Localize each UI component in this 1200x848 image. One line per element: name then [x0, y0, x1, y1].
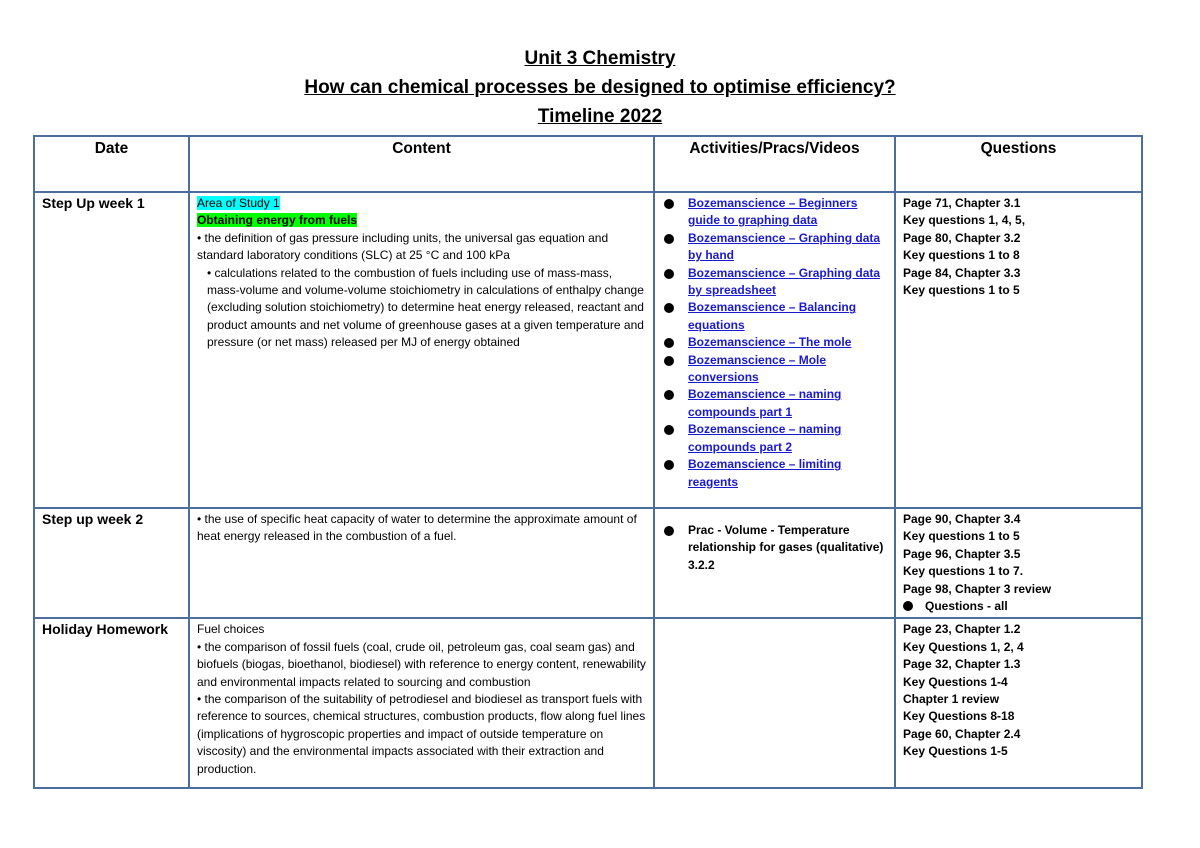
content-point: • calculations related to the combustion of fuels including use of mass-mass, mass-volume and volume-volume stoichiometry in calculations of enthalpy change (excluding solution stoichiometry) to determine heat energy released, reactant and product amounts and net volume of greenhouse gases at a given temperature and pressure (or net mass) released per MJ of energy obtained [207, 265, 644, 350]
area-of-study-label: Area of Study 1 [197, 196, 280, 210]
question-line: Key questions 1 to 7. [903, 564, 1024, 579]
row-date: Step up week 2 [34, 508, 189, 618]
header-questions: Questions [895, 136, 1142, 192]
list-item [662, 334, 887, 351]
unit-question-title: How can chemical processes be designed to optimise efficiency? [304, 77, 896, 98]
header-activities: Activities/Pracs/Videos [654, 136, 895, 192]
question-line: Key questions 1 to 5 [903, 529, 1020, 544]
list-item [662, 352, 887, 387]
list-item [662, 230, 887, 265]
document-title-block [0, 44, 1200, 131]
video-link[interactable]: Bozemanscience – Balancing equations [688, 300, 857, 332]
question-line: Questions - all [925, 599, 1008, 614]
timeline-title: Timeline 2022 [537, 106, 663, 127]
question-line: Key Questions 1-4 [903, 674, 1008, 689]
video-link[interactable]: Bozemanscience – Beginners guide to graphing data [688, 196, 858, 228]
row-questions [895, 508, 1142, 618]
question-line: Chapter 1 review [903, 692, 1000, 707]
list-item [662, 265, 887, 300]
topic-heading: Fuel choices [197, 622, 265, 637]
video-link[interactable]: Bozemanscience – Graphing data by spreadsheet [688, 265, 881, 298]
bullet-icon [664, 199, 674, 209]
row-questions [895, 192, 1142, 508]
prac-label: Prac - Volume - Temperature relationship for gases (qualitative) 3.2.2 [688, 523, 884, 572]
question-line: Page 60, Chapter 2.4 [903, 726, 1021, 741]
question-line: Page 98, Chapter 3 review [903, 581, 1052, 596]
row-content [189, 618, 654, 788]
table-row [34, 192, 1142, 508]
video-link[interactable]: Bozemanscience – limiting reagents [688, 457, 842, 489]
header-date: Date [34, 136, 189, 192]
question-bullet-line [903, 598, 1134, 615]
list-item [662, 299, 887, 334]
question-line: Key questions 1, 4, 5, [903, 213, 1026, 228]
row-content [189, 192, 654, 508]
bullet-icon [903, 601, 913, 611]
content-point: • the comparison of the suitability of petrodiesel and biodiesel as transport fuels with reference to sources, chemical structures, combustion products, flow along fuel lines (implications of hygroscopic properties and impact of outside temperature on viscosity) and the environmental impacts associated with their extraction and production. [197, 692, 646, 776]
bullet-icon [664, 425, 674, 435]
question-line: Key questions 1 to 8 [903, 248, 1020, 263]
video-link[interactable]: Bozemanscience – Mole conversions [688, 352, 827, 385]
content-point: • the use of specific heat capacity of water to determine the approximate amount of heat energy released in the combustion of a fuel. [197, 512, 637, 544]
timeline-table [33, 135, 1143, 789]
table-row [34, 508, 1142, 618]
bullet-icon [664, 390, 674, 400]
video-link[interactable]: Bozemanscience – The mole [688, 335, 852, 350]
bullet-icon [664, 269, 674, 279]
row-activities [654, 618, 895, 788]
bullet-icon [664, 234, 674, 244]
prac-list [662, 522, 887, 574]
row-questions [895, 618, 1142, 788]
question-line: Page 90, Chapter 3.4 [903, 512, 1021, 526]
table-header-row [34, 136, 1142, 192]
row-content [189, 508, 654, 618]
row-date: Holiday Homework [34, 618, 189, 788]
list-item [662, 195, 887, 230]
bullet-icon [664, 526, 674, 536]
video-link[interactable]: Bozemanscience – naming compounds part 2 [688, 422, 842, 454]
question-line: Page 80, Chapter 3.2 [903, 230, 1021, 245]
question-line: Page 84, Chapter 3.3 [903, 265, 1021, 280]
question-line: Page 96, Chapter 3.5 [903, 546, 1021, 561]
question-line: Page 23, Chapter 1.2 [903, 622, 1021, 637]
unit-title: Unit 3 Chemistry [524, 48, 676, 69]
question-line: Key Questions 1-5 [903, 744, 1008, 759]
table-row [34, 618, 1142, 788]
question-line: Key Questions 8-18 [903, 709, 1015, 724]
list-item [662, 522, 887, 574]
video-link[interactable]: Bozemanscience – naming compounds part 1 [688, 387, 842, 419]
question-line: Page 71, Chapter 3.1 [903, 196, 1021, 210]
bullet-icon [664, 460, 674, 470]
list-item [662, 456, 887, 491]
video-list [662, 195, 887, 491]
row-activities [654, 192, 895, 508]
content-point: • the comparison of fossil fuels (coal, crude oil, petroleum gas, coal seam gas) and biofuels (biogas, bioethanol, biodiesel) with reference to energy content, renewability and environmental impacts related to sourcing and combustion [197, 639, 646, 689]
topic-heading: Obtaining energy from fuels [197, 213, 358, 228]
content-point: • the definition of gas pressure including units, the universal gas equation and standard laboratory conditions (SLC) at 25 °C and 100 kPa [197, 230, 609, 263]
row-activities [654, 508, 895, 618]
bullet-icon [664, 338, 674, 348]
header-content: Content [189, 136, 654, 192]
question-line: Key questions 1 to 5 [903, 283, 1020, 298]
row-date: Step Up week 1 [34, 192, 189, 508]
list-item [662, 386, 887, 421]
question-line: Page 32, Chapter 1.3 [903, 657, 1021, 672]
list-item [662, 421, 887, 456]
bullet-icon [664, 303, 674, 313]
bullet-icon [664, 356, 674, 366]
question-line: Key Questions 1, 2, 4 [903, 639, 1024, 654]
video-link[interactable]: Bozemanscience – Graphing data by hand [688, 230, 881, 263]
